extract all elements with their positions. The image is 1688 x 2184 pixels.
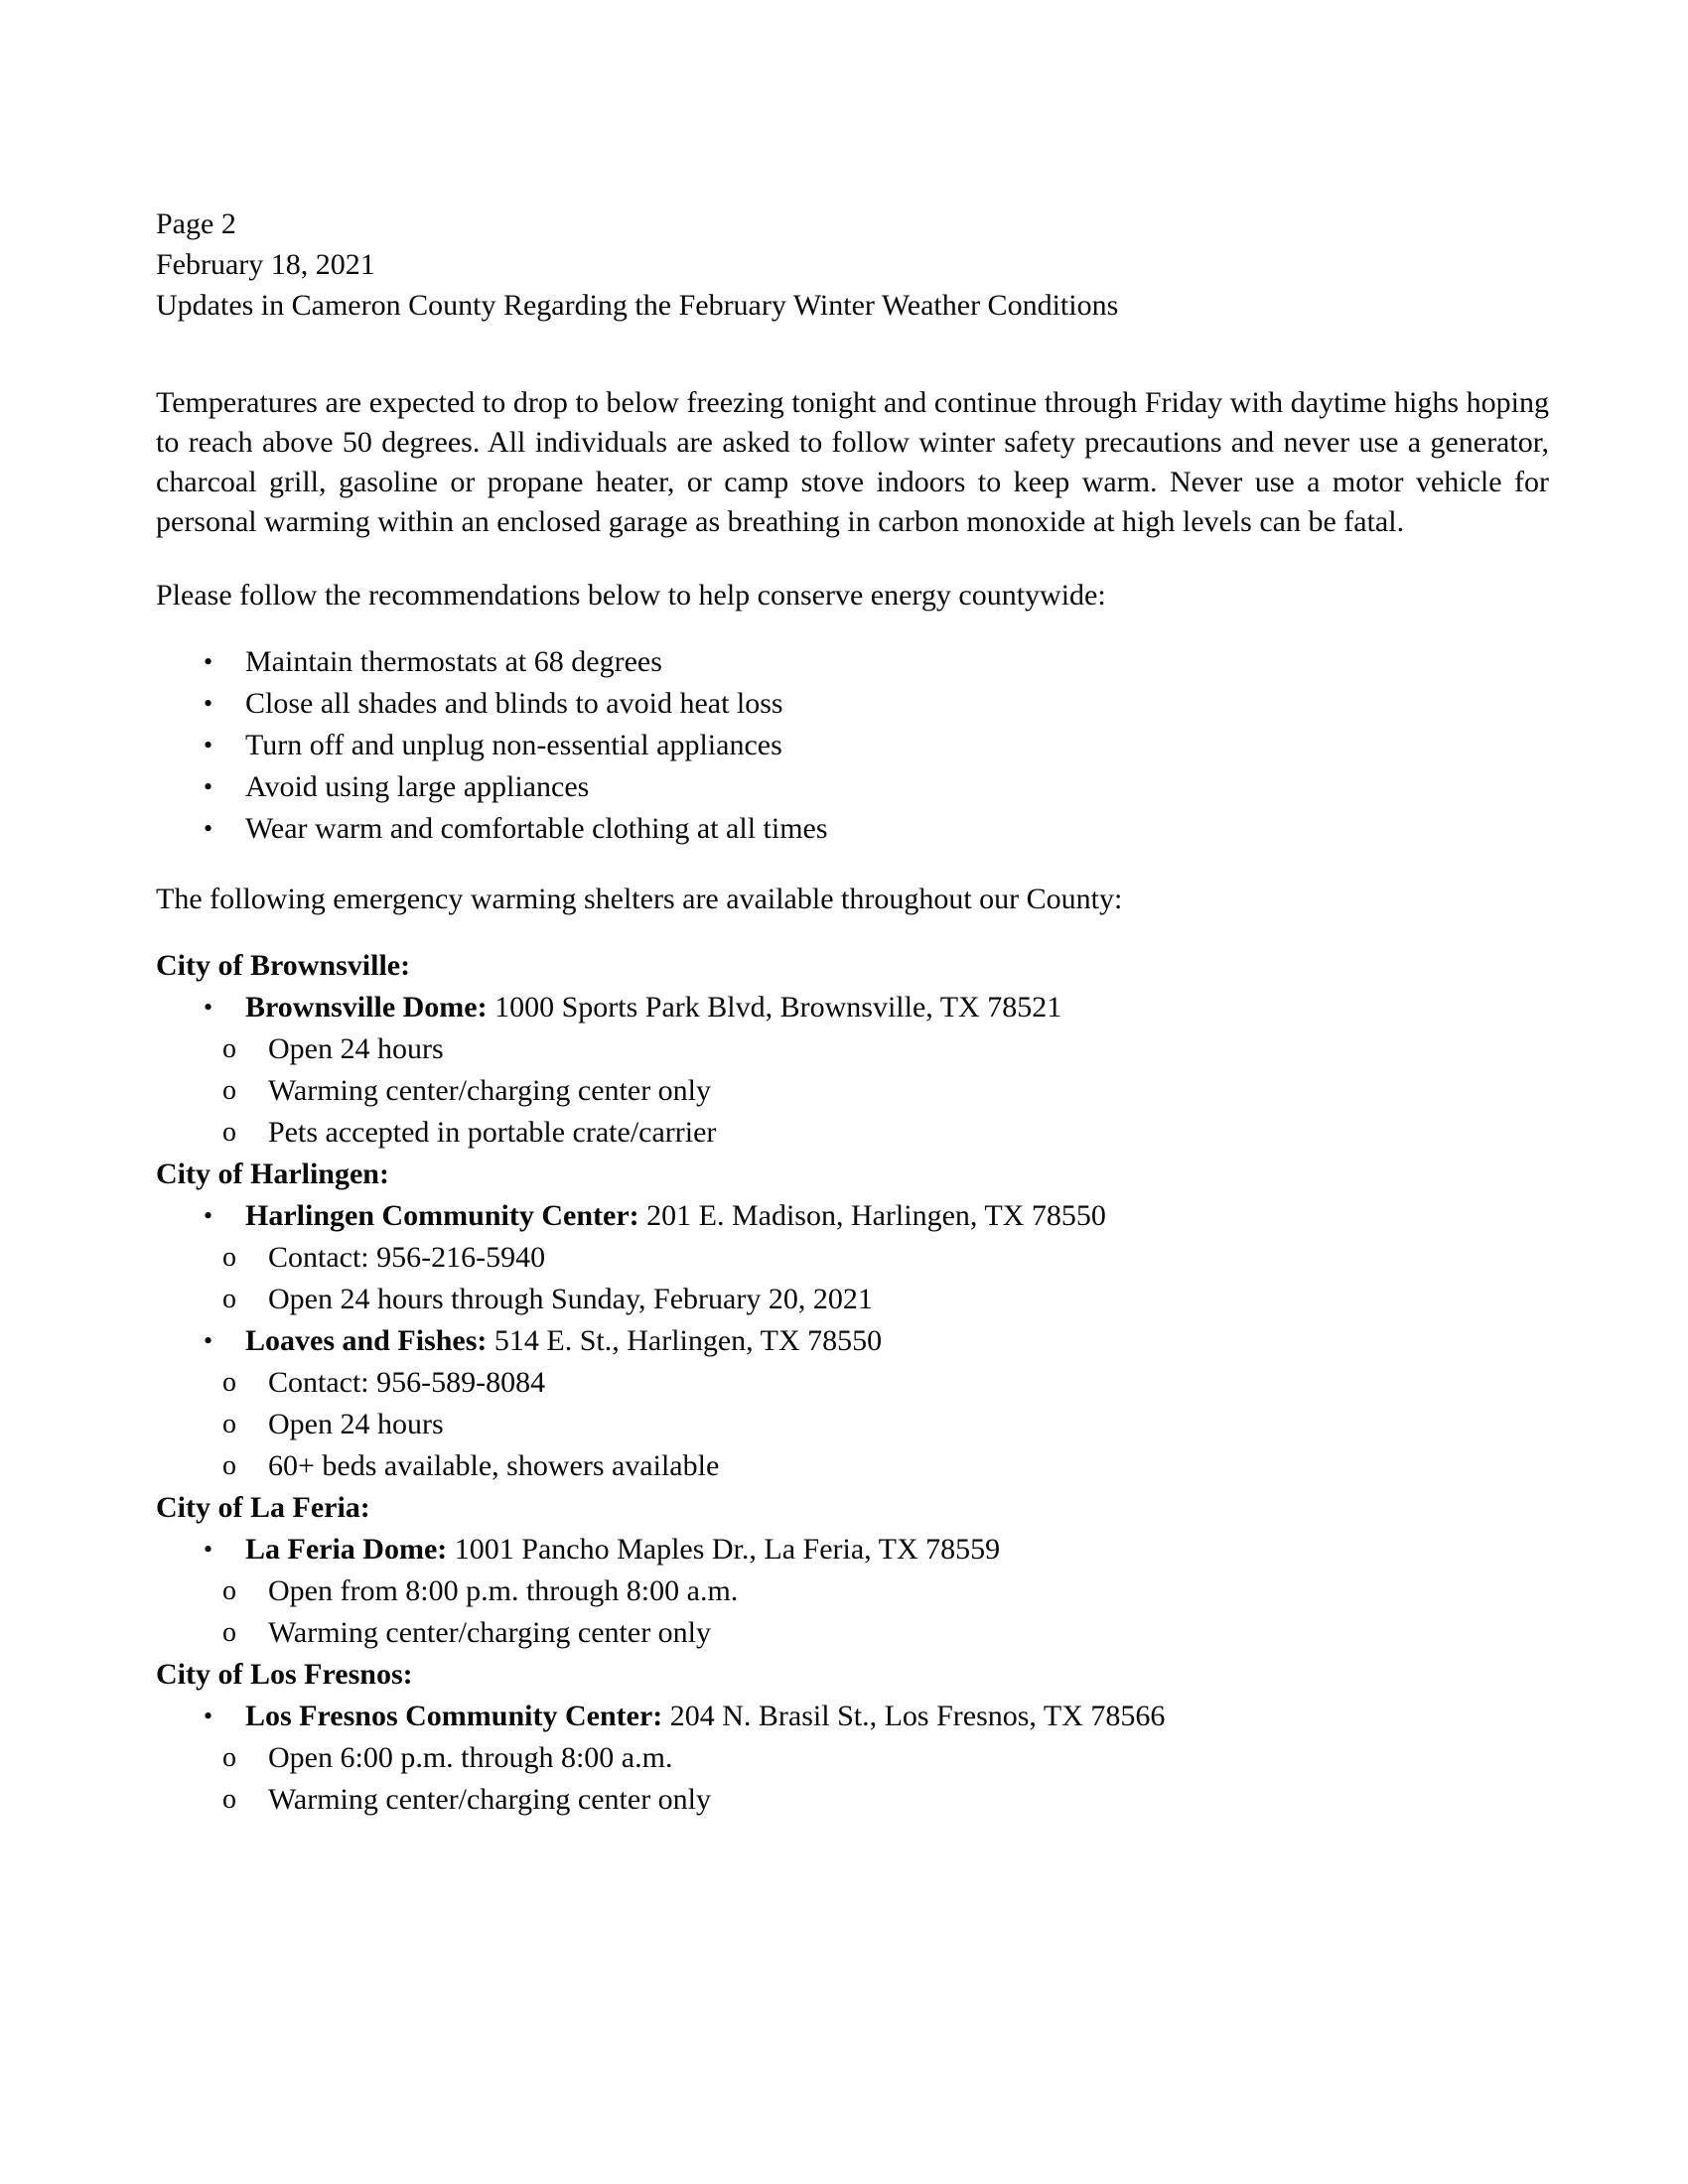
- shelter-list: [156, 1195, 1549, 1487]
- sub-bullet-icon: o: [222, 1784, 236, 1815]
- shelter-item: [156, 1529, 1549, 1570]
- shelter-item: [156, 1320, 1549, 1362]
- sub-bullet-icon: o: [222, 1617, 236, 1648]
- sub-bullet-icon: o: [222, 1242, 236, 1273]
- shelter-item: [156, 1696, 1549, 1737]
- shelter-detail-list: [156, 1237, 1549, 1320]
- shelter-name: Loaves and Fishes:: [245, 1324, 488, 1357]
- shelter-detail-item: [156, 1279, 1549, 1320]
- sub-bullet-icon: o: [222, 1117, 236, 1148]
- sub-bullet-icon: o: [222, 1575, 236, 1606]
- bullet-icon: •: [204, 1326, 213, 1355]
- subject-line: Updates in Cameron County Regarding the February Winter Weather Conditions: [156, 289, 1119, 322]
- shelter-item: [156, 987, 1549, 1028]
- bullet-icon: •: [204, 772, 213, 801]
- sub-bullet-icon: o: [222, 1409, 236, 1439]
- shelter-detail-item: [156, 1445, 1549, 1487]
- weather-warning-paragraph: Temperatures are expected to drop to below freezing tonight and continue through Friday with daytime highs hoping to reach above 50 degrees. All individuals are asked to follow winter safety precautions and never use a generator, charcoal grill, gasoline or propane heater, or camp stove indoors to keep warm. Never use a motor vehicle for personal warming within an enclosed garage as breathing in carbon monoxide at high levels can be fatal.: [156, 386, 1549, 538]
- shelter-name: Los Fresnos Community Center:: [245, 1700, 663, 1732]
- city-heading: City of Harlingen:: [156, 1158, 389, 1190]
- bullet-icon: •: [204, 1702, 213, 1730]
- recommendation-text: Turn off and unplug non-essential appliances: [245, 729, 782, 761]
- bullet-icon: •: [204, 814, 213, 843]
- shelter-detail-list: [156, 1570, 1549, 1654]
- shelters-by-city: [156, 945, 1549, 1821]
- page-number-line: Page 2: [156, 207, 236, 240]
- bullet-icon: •: [204, 647, 213, 676]
- bullet-icon: •: [204, 1201, 213, 1230]
- city-section: [156, 1154, 1549, 1487]
- shelter-list: [156, 987, 1549, 1154]
- shelters-intro: The following emergency warming shelters are available throughout our County:: [156, 883, 1123, 915]
- shelter-address: 514 E. St., Harlingen, TX 78550: [493, 1324, 883, 1357]
- shelter-detail-text: 60+ beds available, showers available: [268, 1449, 720, 1482]
- shelter-detail-item: [156, 1070, 1549, 1112]
- recommendation-item: [156, 683, 1549, 725]
- sub-bullet-icon: o: [222, 1450, 236, 1481]
- shelter-detail-text: Open from 8:00 p.m. through 8:00 a.m.: [268, 1574, 739, 1607]
- recommendation-item: [156, 641, 1549, 683]
- shelter-list: [156, 1696, 1549, 1821]
- shelter-detail-text: Open 24 hours through Sunday, February 20, 2021: [268, 1283, 873, 1315]
- sub-bullet-icon: o: [222, 1075, 236, 1106]
- shelter-address: 204 N. Brasil St., Los Fresnos, TX 78566: [669, 1700, 1166, 1732]
- shelter-detail-text: Warming center/charging center only: [268, 1616, 712, 1649]
- shelter-address: 201 E. Madison, Harlingen, TX 78550: [646, 1199, 1106, 1232]
- shelter-detail-text: Warming center/charging center only: [268, 1783, 712, 1816]
- shelter-detail-text: Contact: 956-589-8084: [268, 1366, 546, 1399]
- sub-bullet-icon: o: [222, 1742, 236, 1773]
- city-section: [156, 1654, 1549, 1821]
- recommendation-text: Avoid using large appliances: [245, 770, 590, 803]
- city-section: [156, 1487, 1549, 1654]
- shelter-name: Brownsville Dome:: [245, 991, 488, 1024]
- shelter-detail-item: [156, 1404, 1549, 1445]
- date-line: February 18, 2021: [156, 248, 375, 281]
- recommendation-item: [156, 766, 1549, 808]
- shelter-detail-item: [156, 1737, 1549, 1779]
- sub-bullet-icon: o: [222, 1284, 236, 1314]
- bullet-icon: •: [204, 1535, 213, 1564]
- shelter-detail-text: Open 24 hours: [268, 1408, 444, 1440]
- shelter-detail-item: [156, 1570, 1549, 1612]
- recommendations-list: [156, 641, 1549, 850]
- recommendation-item: [156, 808, 1549, 850]
- shelter-detail-text: Open 24 hours: [268, 1032, 444, 1065]
- shelter-detail-list: [156, 1737, 1549, 1821]
- recommendation-text: Maintain thermostats at 68 degrees: [245, 645, 662, 678]
- sub-bullet-icon: o: [222, 1033, 236, 1064]
- shelter-detail-text: Pets accepted in portable crate/carrier: [268, 1116, 717, 1149]
- shelter-detail-item: [156, 1362, 1549, 1404]
- shelter-list: [156, 1529, 1549, 1654]
- shelter-detail-item: [156, 1112, 1549, 1154]
- sub-bullet-icon: o: [222, 1367, 236, 1398]
- city-heading: City of La Feria:: [156, 1491, 370, 1524]
- conserve-energy-intro: Please follow the recommendations below to help conserve energy countywide:: [156, 579, 1106, 612]
- shelter-name: La Feria Dome:: [245, 1533, 448, 1566]
- shelter-detail-list: [156, 1028, 1549, 1154]
- shelter-name: Harlingen Community Center:: [245, 1199, 639, 1232]
- bullet-icon: •: [204, 731, 213, 759]
- shelter-item: [156, 1195, 1549, 1237]
- shelter-detail-text: Open 6:00 p.m. through 8:00 a.m.: [268, 1741, 673, 1774]
- bullet-icon: •: [204, 689, 213, 718]
- shelter-detail-text: Contact: 956-216-5940: [268, 1241, 546, 1274]
- letter-header: [156, 204, 1549, 326]
- recommendation-text: Wear warm and comfortable clothing at all times: [245, 812, 828, 845]
- shelter-detail-list: [156, 1362, 1549, 1487]
- shelter-detail-item: [156, 1779, 1549, 1821]
- shelter-detail-item: [156, 1028, 1549, 1070]
- shelter-detail-item: [156, 1237, 1549, 1279]
- shelter-detail-item: [156, 1612, 1549, 1654]
- city-heading: City of Los Fresnos:: [156, 1658, 413, 1691]
- shelter-address: 1000 Sports Park Blvd, Brownsville, TX 78521: [494, 991, 1062, 1024]
- recommendation-text: Close all shades and blinds to avoid heat loss: [245, 687, 783, 720]
- bullet-icon: •: [204, 993, 213, 1022]
- recommendation-item: [156, 725, 1549, 766]
- shelter-address: 1001 Pancho Maples Dr., La Feria, TX 78559: [454, 1533, 1001, 1566]
- city-heading: City of Brownsville:: [156, 949, 411, 982]
- city-section: [156, 945, 1549, 1154]
- shelter-detail-text: Warming center/charging center only: [268, 1074, 712, 1107]
